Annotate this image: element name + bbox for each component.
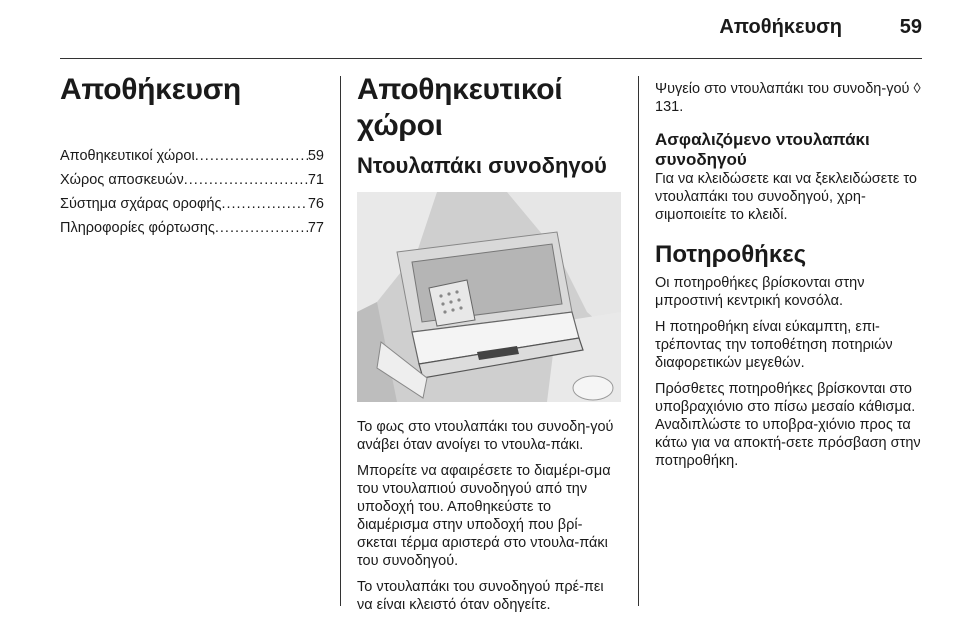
middle-column	[357, 72, 621, 622]
toc-entry-label: Σύστημα σχάρας οροφής	[60, 196, 222, 212]
paragraph: Πρόσθετες ποτηροθήκες βρίσκονται στο υποβραχιόνιο στο πίσω μεσαίο κάθισμα. Αναδιπλώστε το υποβρα-χιόνιο προς τα κάτω για να αποκτή-σετε πρόσβαση στην ποτηροθήκη.	[655, 381, 921, 469]
toc-leader-dots	[221, 192, 307, 216]
toc-entry[interactable]	[60, 144, 324, 168]
lockable-glovebox-heading: Ασφαλιζόμενο ντουλαπάκι συνοδηγού	[655, 130, 870, 169]
toc-entry-label: Χώρος αποσκευών	[60, 172, 184, 188]
paragraph: Για να κλειδώσετε και να ξεκλειδώσετε το ντουλαπάκι του συνοδηγού, χρη-σιμοποιείτε το κλειδί.	[655, 171, 917, 223]
toc-leader-dots	[215, 216, 308, 240]
toc-entry-label: Πληροφορίες φόρτωσης	[60, 220, 215, 236]
paragraph: Μπορείτε να αφαιρέσετε το διαμέρι-σμα του ντουλαπιού συνοδηγού από την υποδοχή του. Αποθηκεύστε το διαμέρισμα στην υποδοχή που βρί-σκεται τέρμα αριστερά στο ντουλα-πάκι του συνοδηγού.	[357, 463, 611, 569]
toc-entry-page: 76	[307, 196, 324, 212]
toc-entry-page: 59	[307, 148, 324, 164]
running-header-title: Αποθήκευση	[719, 16, 842, 38]
cupholders-heading: Ποτηροθήκες	[655, 241, 807, 268]
toc-entry-label: Αποθηκευτικοί χώροι	[60, 148, 195, 164]
paragraph: Η ποτηροθήκη είναι εύκαμπτη, επι-τρέποντας την τοποθέτηση ποτηριών διαφορετικών μεγεθών.	[655, 319, 893, 371]
toc-entry[interactable]	[60, 192, 324, 216]
toc-entry-page: 77	[307, 220, 324, 236]
page-number: 59	[899, 16, 922, 38]
header-rule	[60, 58, 922, 59]
refrigerator-reference: Ψυγείο στο ντουλαπάκι του συνοδη-γού ◊ 131.	[655, 81, 921, 115]
chapter-heading: Αποθήκευση	[60, 73, 241, 106]
toc-entry[interactable]	[60, 168, 324, 192]
glovebox-illustration	[357, 192, 621, 402]
table-of-contents	[60, 144, 324, 240]
paragraph: Το ντουλαπάκι του συνοδηγού πρέ-πει να είναι κλειστό όταν οδηγείτε.	[357, 579, 604, 613]
subsection-heading: Ντουλαπάκι συνοδηγού	[357, 153, 607, 178]
paragraph: Οι ποτηροθήκες βρίσκονται στην μπροστινή κεντρική κονσόλα.	[655, 275, 865, 309]
section-heading: Αποθηκευτικοί χώροι	[357, 73, 563, 142]
column-divider-2	[638, 76, 639, 606]
toc-entry-page: 71	[307, 172, 324, 188]
right-column	[655, 72, 925, 478]
left-column	[60, 72, 324, 240]
toc-leader-dots	[195, 144, 308, 168]
paragraph: Το φως στο ντουλαπάκι του συνοδη-γού ανάβει όταν ανοίγει το ντουλα-πάκι.	[357, 419, 614, 453]
glovebox-drawing	[357, 192, 621, 402]
toc-entry[interactable]	[60, 216, 324, 240]
column-divider-1	[340, 76, 341, 606]
toc-leader-dots	[184, 168, 308, 192]
